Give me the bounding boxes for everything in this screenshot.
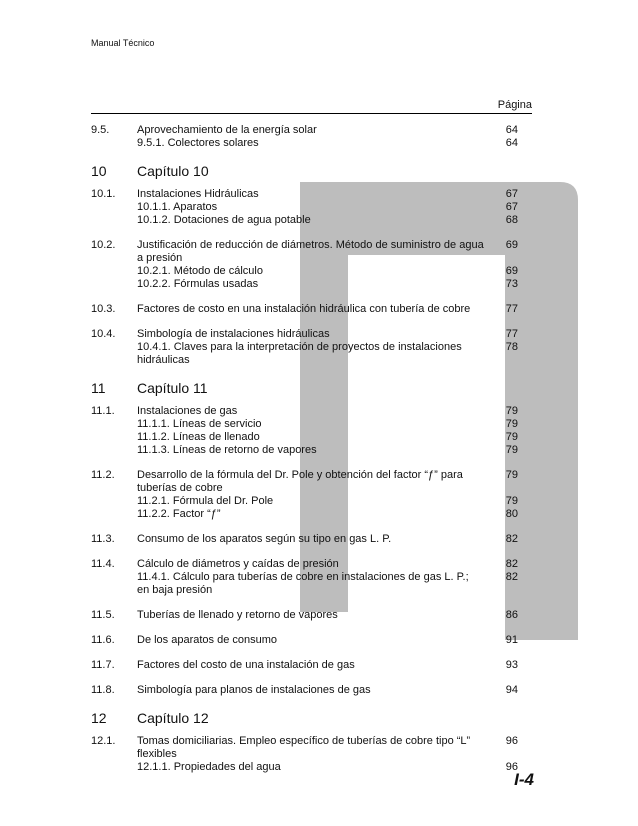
entry-page-number: 96	[505, 735, 518, 747]
spacer	[91, 697, 532, 710]
entry-number: 11.1.	[91, 405, 115, 417]
subentry-page-number: 82	[505, 571, 518, 583]
toc-subentry[interactable]	[91, 571, 532, 597]
subentry-title: 11.2.1. Fórmula del Dr. Pole	[137, 495, 274, 507]
spacer	[91, 597, 532, 609]
toc-entry[interactable]	[91, 188, 532, 201]
subentry-title: 10.2.1. Método de cálculo	[137, 265, 263, 277]
entry-number: 12.1.	[91, 735, 116, 747]
entry-page-number: 82	[505, 558, 518, 570]
subentry-title: 11.1.3. Líneas de retorno de vapores	[137, 444, 317, 456]
subentry-title: 11.2.2. Factor “ƒ”	[137, 508, 221, 520]
entry-title: De los aparatos de consumo	[137, 634, 278, 646]
entry-title: Factores de costo en una instalación hidráulica con tubería de cobre	[137, 303, 471, 315]
subentry-title: 10.1.2. Dotaciones de agua potable	[137, 214, 311, 226]
entry-page-number: 94	[505, 684, 518, 696]
spacer	[91, 521, 532, 533]
entry-title: Instalaciones Hidráulicas	[137, 188, 259, 200]
spacer	[91, 316, 532, 328]
entry-title: Aprovechamiento de la energía solar	[137, 124, 317, 136]
entry-page-number: 91	[505, 634, 518, 646]
subentry-title: 10.4.1. Claves para la interpretación de proyectos de instalaciones hidráulicas	[137, 341, 462, 366]
entry-number: 11.4.	[91, 558, 115, 570]
entry-page-number: 77	[505, 328, 518, 340]
subentry-page-number: 80	[505, 508, 518, 520]
entry-page-number: 69	[505, 239, 518, 251]
toc-subentry[interactable]	[91, 761, 532, 774]
entry-number: 11.3.	[91, 533, 115, 545]
header-rule	[91, 113, 532, 114]
subentry-title: 10.2.2. Fórmulas usadas	[137, 278, 259, 290]
toc-entry[interactable]	[91, 533, 532, 546]
running-header: Manual Técnico	[91, 38, 155, 48]
subentry-title: 9.5.1. Colectores solares	[137, 137, 259, 149]
entry-number: 11.5.	[91, 609, 115, 621]
chapter-title: Capítulo 10	[137, 163, 209, 179]
entry-title: Factores del costo de una instalación de gas	[137, 659, 355, 671]
spacer	[91, 672, 532, 684]
toc-entry[interactable]	[91, 303, 532, 316]
entry-number: 10.4.	[91, 328, 116, 340]
toc-entry[interactable]	[91, 558, 532, 571]
toc-entry[interactable]	[91, 405, 532, 418]
toc-subentry[interactable]	[91, 137, 532, 150]
entry-number: 11.2.	[91, 469, 115, 481]
entry-page-number: 79	[505, 469, 518, 481]
spacer	[91, 546, 532, 558]
subentry-title: 11.4.1. Cálculo para tuberías de cobre en instalaciones de gas L. P.; en baja presión	[137, 571, 469, 596]
entry-title: Instalaciones de gas	[137, 405, 238, 417]
entry-title: Simbología para planos de instalaciones de gas	[137, 684, 371, 696]
subentry-page-number: 79	[505, 444, 518, 456]
entry-title: Justificación de reducción de diámetros. Método de suministro de agua a presión	[137, 239, 484, 264]
spacer	[91, 227, 532, 239]
subentry-title: 11.1.2. Líneas de llenado	[137, 431, 260, 443]
spacer	[91, 647, 532, 659]
toc-subentry[interactable]	[91, 495, 532, 508]
toc-subentry[interactable]	[91, 214, 532, 227]
entry-page-number: 86	[505, 609, 518, 621]
toc-subentry[interactable]	[91, 418, 532, 431]
spacer	[91, 150, 532, 163]
subentry-page-number: 79	[505, 418, 518, 430]
toc-subentry[interactable]	[91, 431, 532, 444]
entry-number: 11.7.	[91, 659, 115, 671]
spacer	[91, 622, 532, 634]
entry-number: 11.6.	[91, 634, 115, 646]
toc-entry[interactable]	[91, 659, 532, 672]
subentry-page-number: 73	[505, 278, 518, 290]
page-folio: I-4	[514, 770, 534, 789]
subentry-title: 12.1.1. Propiedades del agua	[137, 761, 281, 773]
subentry-page-number: 64	[505, 137, 518, 149]
toc-entry[interactable]	[91, 124, 532, 137]
chapter-number: 12	[91, 710, 107, 726]
toc-entry[interactable]	[91, 239, 532, 265]
toc-subentry[interactable]	[91, 508, 532, 521]
chapter-title: Capítulo 11	[137, 380, 208, 396]
entry-title: Consumo de los aparatos según su tipo en gas L. P.	[137, 533, 392, 545]
entry-page-number: 64	[505, 124, 518, 136]
entry-page-number: 82	[505, 533, 518, 545]
spacer	[91, 457, 532, 469]
spacer	[91, 180, 532, 188]
toc-entry[interactable]	[91, 735, 532, 761]
entry-title: Simbología de instalaciones hidráulicas	[137, 328, 330, 340]
toc-entry[interactable]	[91, 328, 532, 341]
entry-page-number: 77	[505, 303, 518, 315]
toc-subentry[interactable]	[91, 265, 532, 278]
toc-chapter-heading	[91, 163, 532, 180]
spacer	[91, 397, 532, 405]
subentry-page-number: 68	[505, 214, 518, 226]
toc-subentry[interactable]	[91, 341, 532, 367]
chapter-number: 10	[91, 163, 107, 179]
entry-page-number: 67	[505, 188, 518, 200]
subentry-page-number: 79	[505, 495, 518, 507]
chapter-title: Capítulo 12	[137, 710, 209, 726]
spacer	[91, 291, 532, 303]
subentry-page-number: 79	[505, 431, 518, 443]
entry-number: 10.3.	[91, 303, 116, 315]
subentry-title: 10.1.1. Aparatos	[137, 201, 218, 213]
entry-number: 10.1.	[91, 188, 116, 200]
entry-title: Desarrollo de la fórmula del Dr. Pole y obtención del factor “ƒ” para tuberías de cobre	[137, 469, 463, 494]
subentry-page-number: 78	[505, 341, 518, 353]
toc-entry[interactable]	[91, 469, 532, 495]
chapter-number: 11	[91, 380, 106, 396]
entry-number: 9.5.	[91, 124, 110, 136]
entry-title: Cálculo de diámetros y caídas de presión	[137, 558, 339, 570]
spacer	[91, 367, 532, 380]
entry-page-number: 93	[505, 659, 518, 671]
table-of-contents	[91, 124, 532, 774]
subentry-page-number: 69	[505, 265, 518, 277]
toc-subentry[interactable]	[91, 201, 532, 214]
toc-subentry[interactable]	[91, 278, 532, 291]
toc-subentry[interactable]	[91, 444, 532, 457]
subentry-title: 11.1.1. Líneas de servicio	[137, 418, 262, 430]
toc-entry[interactable]	[91, 609, 532, 622]
entry-page-number: 79	[505, 405, 518, 417]
toc-entry[interactable]	[91, 634, 532, 647]
page-column-header: Página	[497, 99, 532, 111]
entry-number: 10.2.	[91, 239, 116, 251]
entry-title: Tuberías de llenado y retorno de vapores	[137, 609, 338, 621]
subentry-page-number: 67	[505, 201, 518, 213]
entry-number: 11.8.	[91, 684, 115, 696]
entry-title: Tomas domiciliarias. Empleo específico de tuberías de cobre tipo “L” flexibles	[137, 735, 471, 760]
subentry-page-number: 96	[505, 761, 518, 773]
toc-chapter-heading	[91, 710, 532, 727]
toc-chapter-heading	[91, 380, 532, 397]
toc-entry[interactable]	[91, 684, 532, 697]
spacer	[91, 727, 532, 735]
